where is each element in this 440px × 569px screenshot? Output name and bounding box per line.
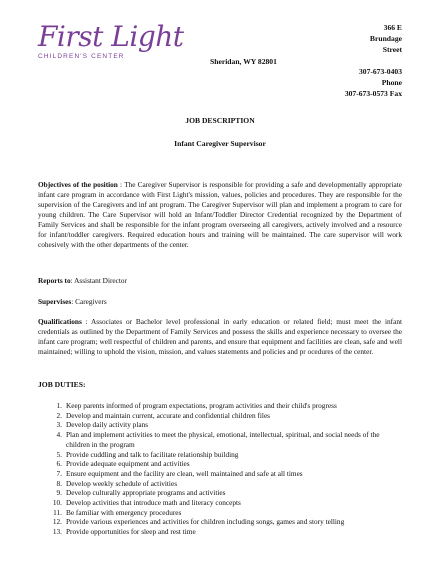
list-item	[38, 420, 402, 430]
qualifications-section	[38, 317, 402, 357]
address-line-2: Brundage	[369, 34, 402, 43]
supervises-section	[38, 297, 402, 307]
list-item-text: Be familiar with emergency procedures	[66, 507, 182, 517]
list-item-text: Plan and implement activities to meet the physical, emotional, intellectual, spiritual, and social needs of the children in the program	[66, 430, 380, 449]
phone-label: Phone	[381, 78, 402, 87]
list-item-number: 13.	[52, 527, 62, 537]
first-light-logo	[38, 20, 184, 60]
phone-number: 307-673-0403	[358, 67, 402, 76]
list-item	[38, 517, 402, 527]
list-item-number: 11.	[53, 507, 62, 517]
list-item	[38, 469, 402, 479]
list-item-text: Provide various experiences and activities for children including songs, games and story telling	[66, 517, 345, 527]
list-item-number: 2.	[56, 410, 62, 420]
reports-to-section	[38, 276, 402, 286]
list-item	[38, 488, 402, 498]
reports-to-label: Reports to	[38, 276, 71, 285]
address-line-1: 366 E	[383, 23, 402, 32]
list-item-number: 10.	[52, 498, 62, 508]
list-item-text: Provide cuddling and talk to facilitate relationship building	[66, 449, 239, 459]
job-duties-heading: JOB DUTIES:	[38, 380, 86, 389]
list-item-text: Provide opportunities for sleep and rest time	[66, 527, 196, 537]
objectives-label: Objectives of the position	[38, 180, 118, 189]
list-item-text: Develop culturally appropriate programs and activities	[66, 488, 226, 498]
list-item-text: Develop weekly schedule of activities	[66, 478, 178, 488]
logo-tagline: CHILDREN'S CENTER	[38, 53, 125, 60]
list-item-number: 4.	[56, 430, 62, 440]
reports-to-text: : Assistant Director	[70, 276, 127, 285]
objectives-text: : The Caregiver Supervisor is responsible for providing a safe and developmentally appropriate infant care program in accordance with First Light's mission, values, policies and procedures. They are responsible for the supervision of the Caregivers and inf ant program. The Caregiver Supervisor will plan and implement a program to care for young children. The Care Supervisor will hold an Infant/Toddler Director Credential recognized by the Department of Family Services and shall be responsible for the infant program overseeing all caregivers, actively involved and a resource for infant/toddler caregivers. Required education hours and training will be maintained. The care supervisor will work cohesively with the other departments of the center.	[38, 180, 403, 249]
document-heading: JOB DESCRIPTION	[185, 116, 255, 125]
job-duties-list	[38, 401, 402, 537]
supervises-label: Supervises	[38, 297, 72, 306]
list-item	[38, 459, 402, 469]
list-item-text: Develop and maintain current, accurate and confidential children files	[66, 410, 271, 420]
objectives-section	[38, 180, 402, 250]
list-item-number: 5.	[56, 449, 62, 459]
position-title: Infant Caregiver Supervisor	[174, 139, 266, 148]
list-item	[38, 430, 402, 449]
list-item-text: Keep parents informed of program expectations, program activities and their child's progress	[66, 401, 337, 410]
list-item-number: 6.	[56, 459, 62, 469]
list-item	[38, 479, 402, 489]
list-item	[38, 401, 402, 411]
list-item-number: 12.	[52, 517, 62, 527]
list-item	[38, 508, 402, 518]
list-item-number: 8.	[56, 478, 62, 488]
list-item-number: 3.	[56, 420, 62, 430]
list-item-text: Ensure equipment and the facility are clean, well maintained and safe at all times	[66, 468, 303, 478]
list-item	[38, 411, 402, 421]
list-item	[38, 498, 402, 508]
qualifications-text: : Associates or Bachelor level professional in early education or related field; must meet the infant credentials as outlined by the Department of Family Services and possess the skills and experience necessary to oversee the infant care program; well respectful of children and parents, and ensure that equipment and facilities are clean, safe and well maintained; willing to uphold the vision, mission, and values statements and policies and pr ocedures of the center.	[38, 317, 402, 356]
list-item-number: 7.	[56, 468, 62, 478]
list-item	[38, 527, 402, 537]
fax-line: 307-673-0573 Fax	[344, 89, 402, 98]
list-item-text: Develop activities that introduce math and literacy concepts	[66, 498, 241, 508]
address-line-3: Street	[382, 45, 402, 54]
supervises-text: : Caregivers	[71, 297, 107, 306]
contact-block	[345, 22, 402, 99]
list-item	[38, 450, 402, 460]
list-item-number: 1.	[56, 401, 62, 410]
list-item-text: Provide adequate equipment and activities	[66, 459, 190, 469]
list-item-number: 9.	[56, 488, 62, 498]
logo-wordmark: First Light	[38, 20, 184, 53]
qualifications-label: Qualifications	[38, 317, 82, 326]
list-item-text: Develop daily activity plans	[66, 420, 149, 430]
city-state-zip: Sheridan, WY 82801	[210, 57, 277, 66]
